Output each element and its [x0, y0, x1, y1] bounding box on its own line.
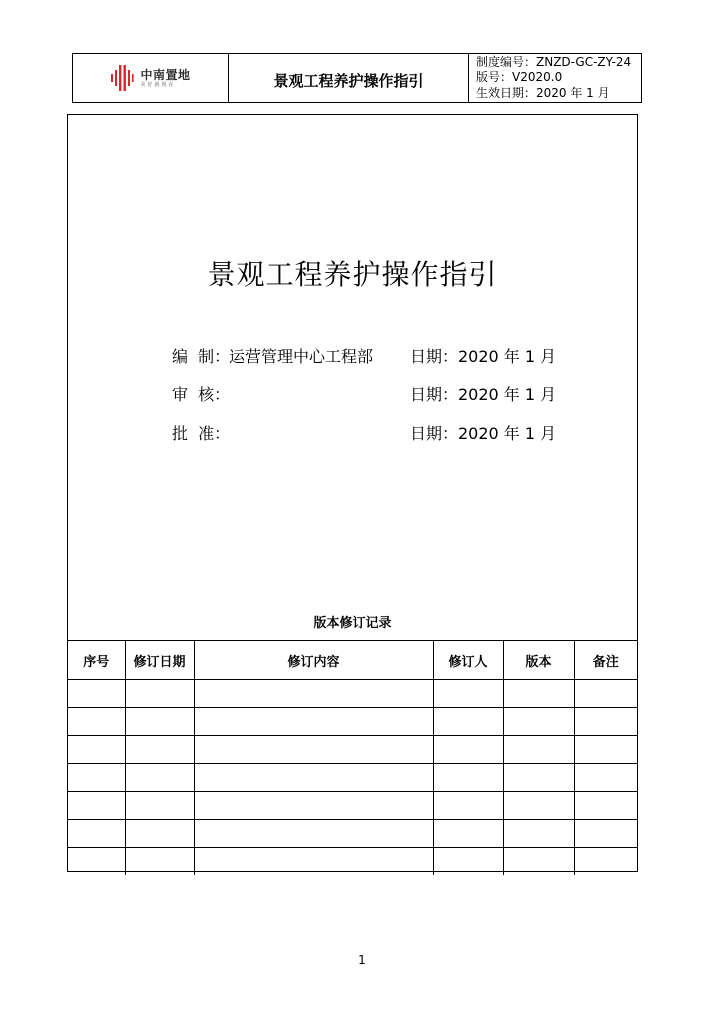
column-header: 修订日期: [125, 641, 194, 680]
company-logo: [110, 64, 190, 92]
header-meta: [469, 54, 641, 102]
signoff-date: 日期：2020 年 1 月: [410, 424, 557, 443]
doc-version: 版号：V2020.0: [476, 70, 563, 85]
document-title: 景观工程养护操作指引: [207, 258, 498, 291]
table-row: [68, 708, 637, 736]
table-row: [68, 848, 637, 876]
column-header: 备注: [574, 641, 637, 680]
page-number: 1: [358, 953, 366, 967]
column-header: 版本: [503, 641, 574, 680]
signoff-date: 日期：2020 年 1 月: [410, 385, 557, 404]
revision-table-header: [68, 641, 637, 680]
signoff-label: 批 准：: [172, 424, 231, 443]
logo-tagline: 美好就现在: [140, 81, 176, 88]
column-header: 修订内容: [194, 641, 433, 680]
signoff-reviewed: [172, 382, 592, 406]
doc-effective-date: 生效日期：2020 年 1 月: [476, 85, 610, 100]
logo-name: 中南置地: [140, 67, 191, 82]
signoff-label: 审 核：: [172, 385, 231, 404]
revision-table: [68, 602, 637, 875]
column-header: 序号: [68, 641, 125, 680]
signoff-value: 运营管理中心工程部: [229, 347, 374, 366]
header-logo-cell: [73, 54, 229, 102]
logo-bars-icon: [110, 64, 134, 92]
document-header: [72, 53, 642, 103]
signoff-date: 日期：2020 年 1 月: [410, 347, 557, 366]
table-row: [68, 680, 637, 708]
table-row: [68, 736, 637, 764]
signoff-approved: [172, 421, 592, 445]
cover-frame: [67, 114, 638, 872]
signoff-prepared: [172, 344, 592, 368]
doc-code: 制度编号：ZNZD-GC-ZY-24: [476, 54, 632, 69]
column-header: 修订人: [433, 641, 503, 680]
signoff-label: 编 制：: [172, 347, 231, 366]
table-row: [68, 792, 637, 820]
revision-table-caption: 版本修订记录: [68, 602, 637, 641]
table-row: [68, 764, 637, 792]
header-title: 景观工程养护操作指引: [229, 54, 469, 102]
table-row: [68, 820, 637, 848]
